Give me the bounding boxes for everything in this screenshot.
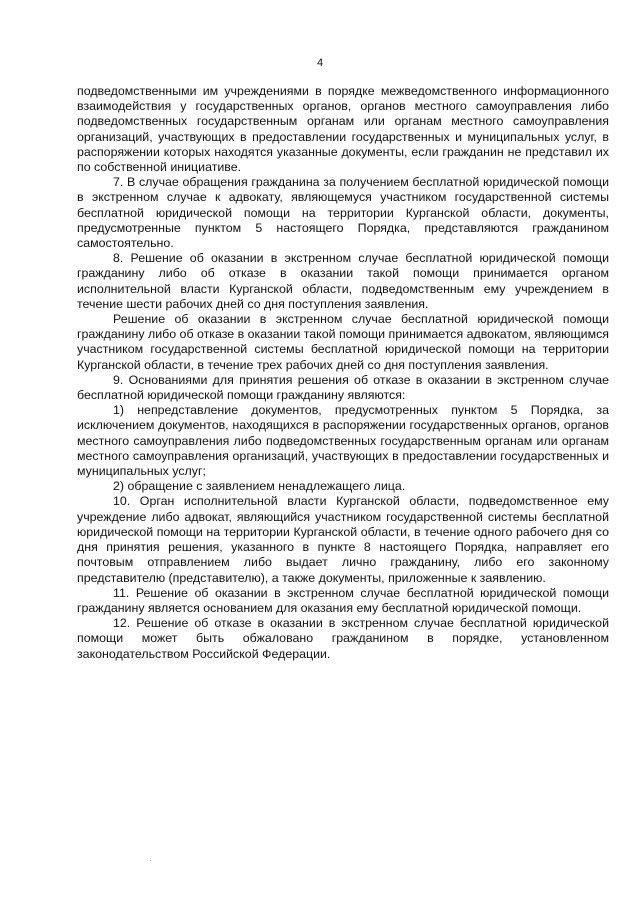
page-number: 4	[316, 57, 324, 69]
paragraph-8: 8. Решение об оказании в экстренном случае бесплатной юридической помощи гражданину либо об отказе в оказании такой помощи принимается органом исполнительной власти Курганской области, подведомственным ему учреждением в течение шести рабочих дней со дня поступления заявления.	[77, 251, 609, 311]
paragraph-9-item-2: 2) обращение с заявлением ненадлежащего лица.	[113, 479, 406, 494]
document-body	[77, 84, 609, 662]
paragraph-8-advocate: Решение об оказании в экстренном случае бесплатной юридической помощи гражданину либо об отказе в оказании такой помощи принимается адвокатом, являющимся участником государственной системы бесплатной юридической помощи на территории Курганской области, в течение трех рабочих дней со дня поступления заявления.	[77, 312, 609, 372]
paragraph-7: 7. В случае обращения гражданина за получением бесплатной юридической помощи в экстренном случае к адвокату, являющемуся участником государственной системы бесплатной юридической помощи на территории Курганской области, документы, предусмотренные пунктом 5 настоящего Порядка, представляются гражданином самостоятельно.	[77, 175, 609, 251]
paragraph-9: 9. Основаниями для принятия решения об отказе в оказании в экстренном случае бесплатной юридической помощи гражданину являются:	[77, 372, 609, 403]
paragraph-continuation: подведомственными им учреждениями в порядке межведомственного информационного взаимодействия у государственных органов, органов местного самоуправления либо подведомственных государственным органам или органам местного самоуправления организаций, участвующих в предоставлении государственных и муниципальных услуг, в распоряжении которых находятся указанные документы, если гражданин не представил их по собственной инициативе.	[77, 84, 609, 175]
paragraph-10: 10. Орган исполнительной власти Курганской области, подведомственное ему учреждение либо адвокат, являющийся участником государственной системы бесплатной юридической помощи на территории Курганской области, в течение одного рабочего дня со дня принятия решения, указанного в пункте 8 настоящего Порядка, направляет его почтовым отправлением либо выдает лично гражданину, либо его законному представителю (представителю), а также документы, приложенные к заявлению.	[77, 494, 609, 585]
scan-speck	[150, 860, 151, 861]
paragraph-11: 11. Решение об оказании в экстренном случае бесплатной юридической помощи гражданину является основанием для оказания ему бесплатной юридической помощи.	[77, 585, 609, 615]
paragraph-9-item-1: 1) непредставление документов, предусмотренных пунктом 5 Порядка, за исключением документов, находящихся в распоряжении государственных органов, органов местного самоуправления либо подведомственных государственным органам или органам местного самоуправления организаций, участвующих в предоставлении государственных и муниципальных услуг;	[77, 403, 609, 479]
paragraph-12: 12. Решение об отказе в оказании в экстренном случае бесплатной юридической помощи может быть обжаловано гражданином в порядке, установленном законодательством Российской Федерации.	[77, 616, 609, 661]
